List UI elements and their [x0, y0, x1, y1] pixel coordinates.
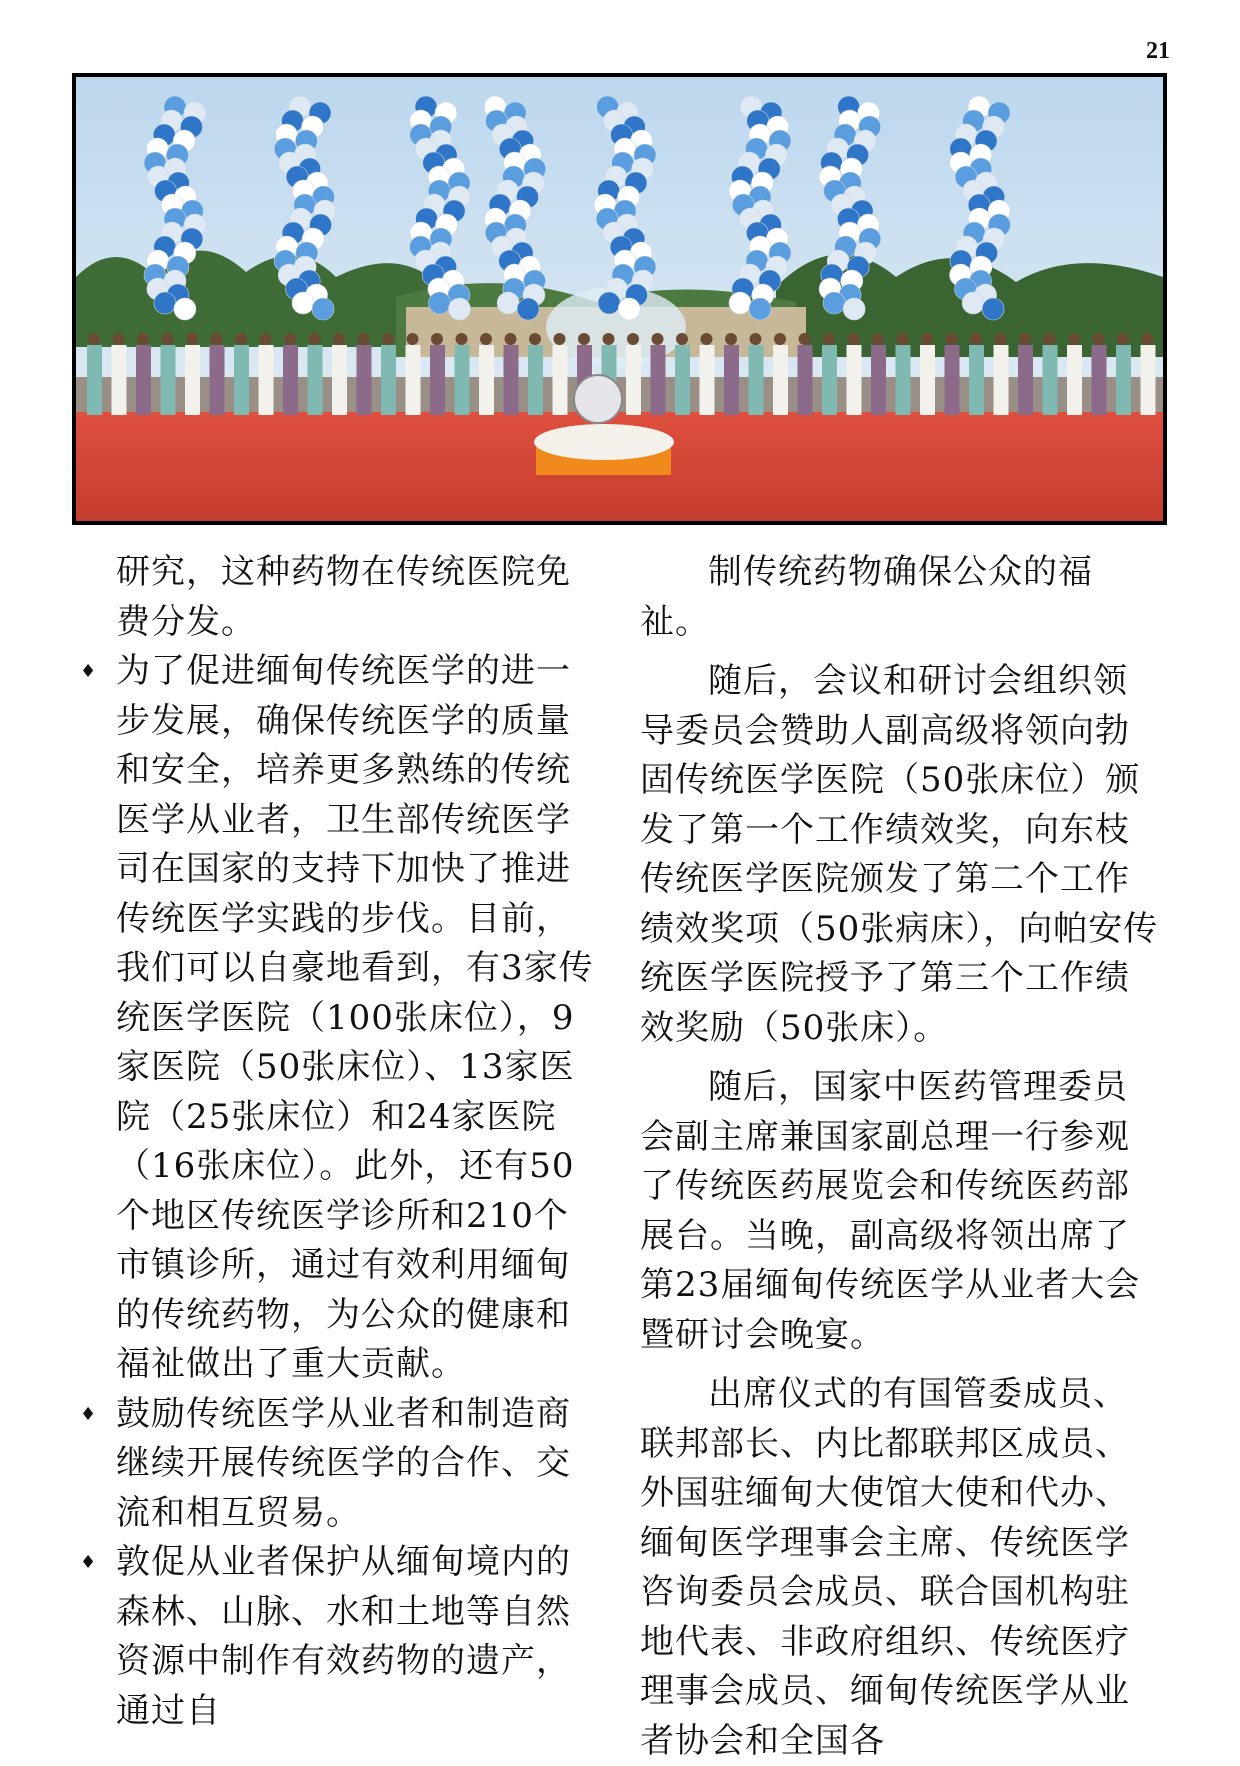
left-intro-text: 研究，这种药物在传统医院免费分发。: [116, 552, 571, 642]
right-column: [640, 548, 1160, 1766]
diamond-bullet-icon: ♦: [80, 1403, 98, 1425]
page-number: 21: [1146, 38, 1170, 64]
bullet-item-1: [80, 647, 602, 1390]
diamond-bullet-icon: ♦: [80, 661, 98, 682]
bullet-item-2: [80, 1390, 602, 1539]
ceremony-photo: [72, 73, 1167, 525]
bullet-item-3: [80, 1538, 602, 1736]
paragraph-award: 随后，会议和研讨会组织领导委员会赞助人副高级将领向勃固传统医学医院（50张床位）颁发了第一个工作绩效奖，向东枝传统医学医院颁发了第二个工作绩效奖项（50张病床），向帕安传统医学医院授予了第三个工作绩效奖励（50张床）。: [640, 661, 1159, 1048]
left-column: [80, 548, 602, 1736]
paragraph-visit: 随后，国家中医药管理委员会副主席兼国家副总理一行参观了传统医药展览会和传统医药部展台。当晚，副高级将领出席了第23届缅甸传统医学从业者大会暨研讨会晚宴。: [640, 1067, 1141, 1355]
bullet-text: 为了促进缅甸传统医学的进一步发展，确保传统医学的质量和安全，培养更多熟练的传统医学从业者，卫生部传统医学司在国家的支持下加快了推进传统医学实践的步伐。目前，我们可以自豪地看到，有3家传统医学医院（100张床位），9家医院（50张床位）、13家医院（25张床位）和24家医院（16张床位）。此外，还有50个地区传统医学诊所和210个市镇诊所，通过有效利用缅甸的传统药物，为公众的健康和福祉做出了重大贡献。: [116, 651, 594, 1384]
right-continuation-text: 制传统药物确保公众的福祉。: [640, 552, 1093, 642]
bullet-text: 敦促从业者保护从缅甸境内的森林、山脉、水和土地等自然资源中制作有效药物的遗产，通过自: [116, 1542, 571, 1731]
bullet-text: 鼓励传统医学从业者和制造商继续开展传统医学的合作、交流和相互贸易。: [116, 1393, 571, 1533]
diamond-bullet-icon: ♦: [80, 1552, 98, 1573]
ceremony-photo-illustration: [76, 77, 1163, 521]
paragraph-attendees: 出席仪式的有国管委成员、联邦部长、内比都联邦区成员、外国驻缅甸大使馆大使和代办、缅甸医学理事会主席、传统医学咨询委员会成员、联合国机构驻地代表、非政府组织、传统医疗理事会成员、缅甸传统医学从业者协会和全国各: [640, 1374, 1130, 1761]
